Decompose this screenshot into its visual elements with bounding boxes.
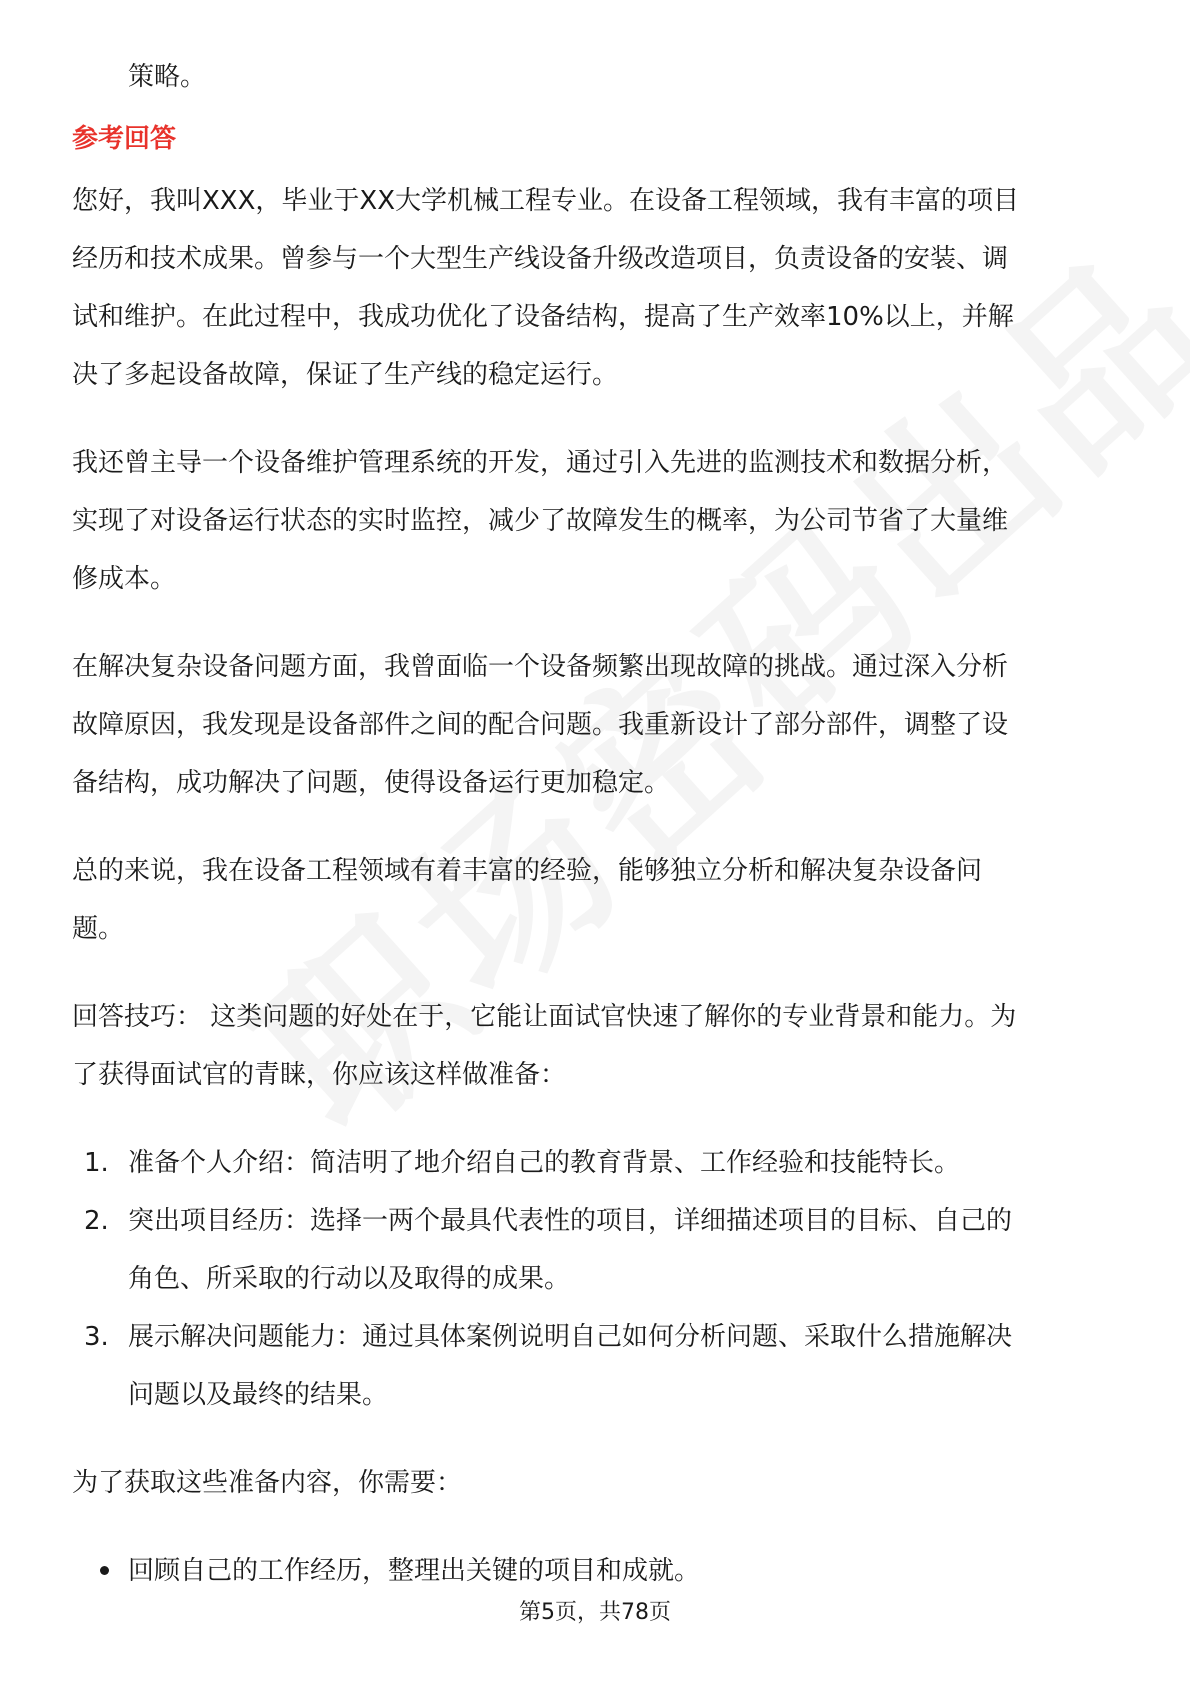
continuation-line: 策略。 (128, 62, 207, 92)
paragraph-summary (72, 842, 1118, 958)
list-item (72, 1308, 1118, 1424)
text-line: 角色、所采取的行动以及取得的成果。 (128, 1264, 571, 1294)
section-heading: 参考回答 (72, 124, 177, 154)
list-item-number: 1. (84, 1148, 109, 1178)
text-line: 为了获取这些准备内容，你需要： (72, 1468, 463, 1498)
text-line: 备结构，成功解决了问题，使得设备运行更加稳定。 (72, 768, 671, 798)
bullet-list (72, 1542, 1118, 1600)
text-line: 我还曾主导一个设备维护管理系统的开发，通过引入先进的监测技术和数据分析， (72, 448, 1009, 478)
list-item (72, 1542, 1118, 1600)
text-line: 经历和技术成果。曾参与一个大型生产线设备升级改造项目，负责设备的安装、调 (72, 244, 1009, 274)
text-line: 实现了对设备运行状态的实时监控，减少了故障发生的概率，为公司节省了大量维 (72, 506, 1009, 536)
text-line: 了获得面试官的青睐，你应该这样做准备： (72, 1060, 567, 1090)
paragraph-tips (72, 988, 1118, 1104)
list-item-number: 2. (84, 1206, 109, 1236)
text-line: 总的来说，我在设备工程领域有着丰富的经验，能够独立分析和解决复杂设备问 (72, 856, 983, 886)
text-line: 故障原因，我发现是设备部件之间的配合问题。我重新设计了部分部件，调整了设 (72, 710, 1009, 740)
text-line: 修成本。 (72, 564, 177, 594)
bullet-icon (100, 1566, 109, 1575)
text-line: 准备个人介绍：简洁明了地介绍自己的教育背景、工作经验和技能特长。 (128, 1148, 961, 1178)
paragraph-preparation (72, 1454, 1118, 1512)
page-content (72, 48, 1118, 1600)
list-item (72, 1192, 1118, 1308)
paragraph-problem-solving (72, 638, 1118, 812)
text-line: 试和维护。在此过程中，我成功优化了设备结构，提高了生产效率10%以上，并解 (72, 302, 1014, 332)
list-item (72, 1134, 1118, 1192)
text-line: 突出项目经历：选择一两个最具代表性的项目，详细描述项目的目标、自己的 (128, 1206, 1013, 1236)
text-line: 回答技巧： 这类问题的好处在于，它能让面试官快速了解你的专业背景和能力。为 (72, 1002, 1017, 1032)
text-line: 问题以及最终的结果。 (128, 1380, 389, 1410)
text-line: 回顾自己的工作经历，整理出关键的项目和成就。 (128, 1556, 701, 1586)
list-item-number: 3. (84, 1322, 109, 1352)
text-line: 决了多起设备故障，保证了生产线的稳定运行。 (72, 360, 619, 390)
text-line: 您好，我叫XXX，毕业于XX大学机械工程专业。在设备工程领域，我有丰富的项目 (72, 186, 1020, 216)
ordered-list (72, 1134, 1118, 1424)
paragraph-intro (72, 172, 1118, 404)
text-line: 在解决复杂设备问题方面，我曾面临一个设备频繁出现故障的挑战。通过深入分析 (72, 652, 1009, 682)
text-line: 题。 (72, 914, 125, 944)
paragraph-maintenance-system (72, 434, 1118, 608)
text-line: 展示解决问题能力：通过具体案例说明自己如何分析问题、采取什么措施解决 (128, 1322, 1013, 1352)
page-number-footer: 第5页，共78页 (519, 1600, 671, 1625)
